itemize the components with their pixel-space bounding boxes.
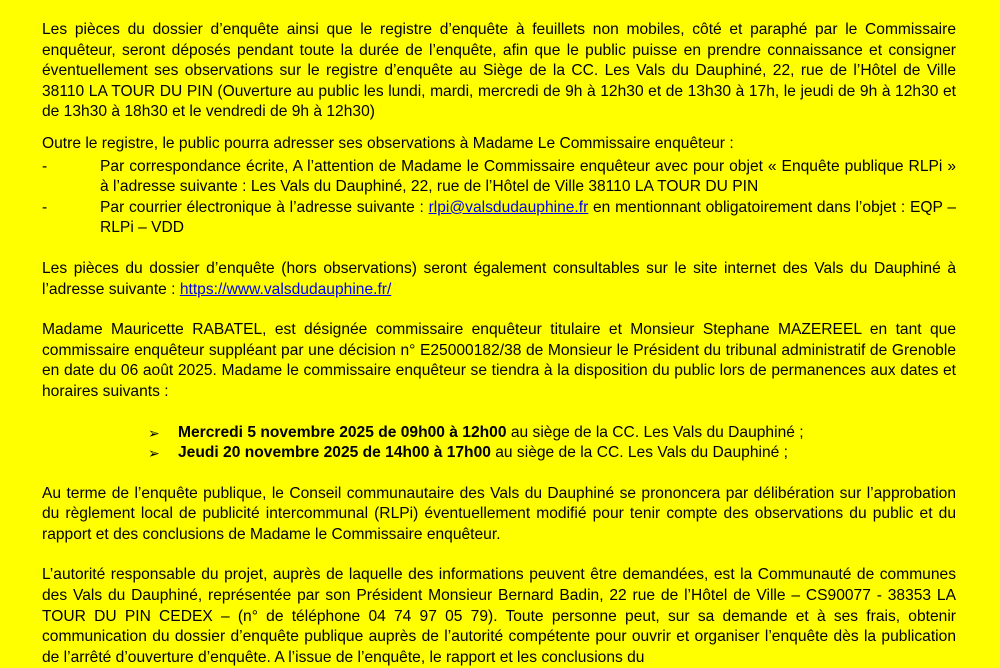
paragraph-registre: Les pièces du dossier d’enquête ainsi que le registre d’enquête à feuillets non mobiles, côté et paraphé par le Commissaire enquêteur, seront déposés pendant toute la durée de l’enquête, afin que le public puisse en prendre connaissance et consigner éventuellement ses observations sur le registre d’enquête au Siège de la CC. Les Vals du Dauphiné, 22, rue de l’Hôtel de Ville 38110 LA TOUR DU PIN (Ouverture au public les lundi, mardi, mercredi de 9h à 12h30 et de 13h30 à 17h, le jeudi de 9h à 12h30 et de 13h30 à 18h30 et le vendredi de 9h à 12h30) <box>42 21 956 121</box>
permanence-date: Jeudi 20 novembre 2025 de 14h00 à 17h00 <box>178 444 491 462</box>
permanence-location: au siège de la CC. Les Vals du Dauphiné ; <box>490 444 788 462</box>
list-item-correspondance <box>42 157 956 198</box>
list-item-text: en mentionnant obligatoirement dans l’objet : EQP – RLPi – VDD <box>100 198 956 237</box>
email-link[interactable]: rlpi@valsdudauphine.fr <box>428 198 589 216</box>
paragraph-approbation: Au terme de l’enquête publique, le Conseil communautaire des Vals du Dauphiné se prononcera par délibération sur l’approbation du règlement local de publicité intercommunal (RLPi) éventuellement modifié pour tenir compte des observations du public et du rapport et des conclusions de Madame le Commissaire enquêteur. <box>42 484 956 543</box>
observation-channels-list <box>42 157 956 239</box>
permanence-location: au siège de la CC. Les Vals du Dauphiné ; <box>506 423 804 441</box>
arrow-bullet-icon: ➢ <box>148 445 160 462</box>
paragraph-autorite: L’autorité responsable du projet, auprès de laquelle des informations peuvent être demandées, est la Communauté de communes des Vals du Dauphiné, représentée par son Président Monsieur Bernard Badin, 22 rue de l’Hôtel de Ville – CS90077 - 38353 LA TOUR DU PIN CEDEX – (n° de téléphone 04 74 97 05 79). Toute personne peut, sur sa demande et à ses frais, obtenir communication du dossier d’enquête publique auprès de l’autorité compétente pour ouvrir et organiser l’enquête dès la publication de l’arrêté d’ouverture d’enquête. A l’issue de l’enquête, le rapport et les conclusions du <box>42 566 956 666</box>
permanence-item <box>148 443 956 464</box>
permanence-item <box>148 423 956 444</box>
paragraph-site-internet <box>42 259 956 300</box>
paragraph-commissaire: Madame Mauricette RABATEL, est désignée commissaire enquêteur titulaire et Monsieur Stephane MAZEREEL en tant que commissaire enquêteur suppléant par une décision n° E25000182/38 de Monsieur le Président du tribunal administratif de Grenoble en date du 06 août 2025. Madame le commissaire enquêteur se tiendra à la disposition du public lors de permanences aux dates et horaires suivants : <box>42 321 956 400</box>
paragraph-observations-intro: Outre le registre, le public pourra adresser ses observations à Madame Le Commissaire enquêteur : <box>42 134 734 152</box>
arrow-bullet-icon: ➢ <box>148 424 160 441</box>
document-body <box>42 20 956 668</box>
paragraph-text: Les pièces du dossier d’enquête (hors observations) seront également consultables sur le site internet des Vals du Dauphiné à l’adresse suivante : <box>42 259 956 298</box>
permanence-date: Mercredi 5 novembre 2025 de 09h00 à 12h00 <box>178 423 507 441</box>
list-item-text: Par courrier électronique à l’adresse suivante : <box>100 198 429 216</box>
dash-marker: - <box>42 198 48 216</box>
dash-marker: - <box>42 157 48 175</box>
website-link[interactable]: https://www.valsdudauphine.fr/ <box>179 280 392 298</box>
list-item-text: Par correspondance écrite, A l’attention de Madame le Commissaire enquêteur avec pour objet « Enquête publique RLPi » à l’adresse suivante : Les Vals du Dauphiné, 22, rue de l’Hôtel de Ville 38110 LA TOUR DU PIN <box>100 157 956 196</box>
permanences-list <box>42 423 956 464</box>
list-item-email <box>42 198 956 239</box>
